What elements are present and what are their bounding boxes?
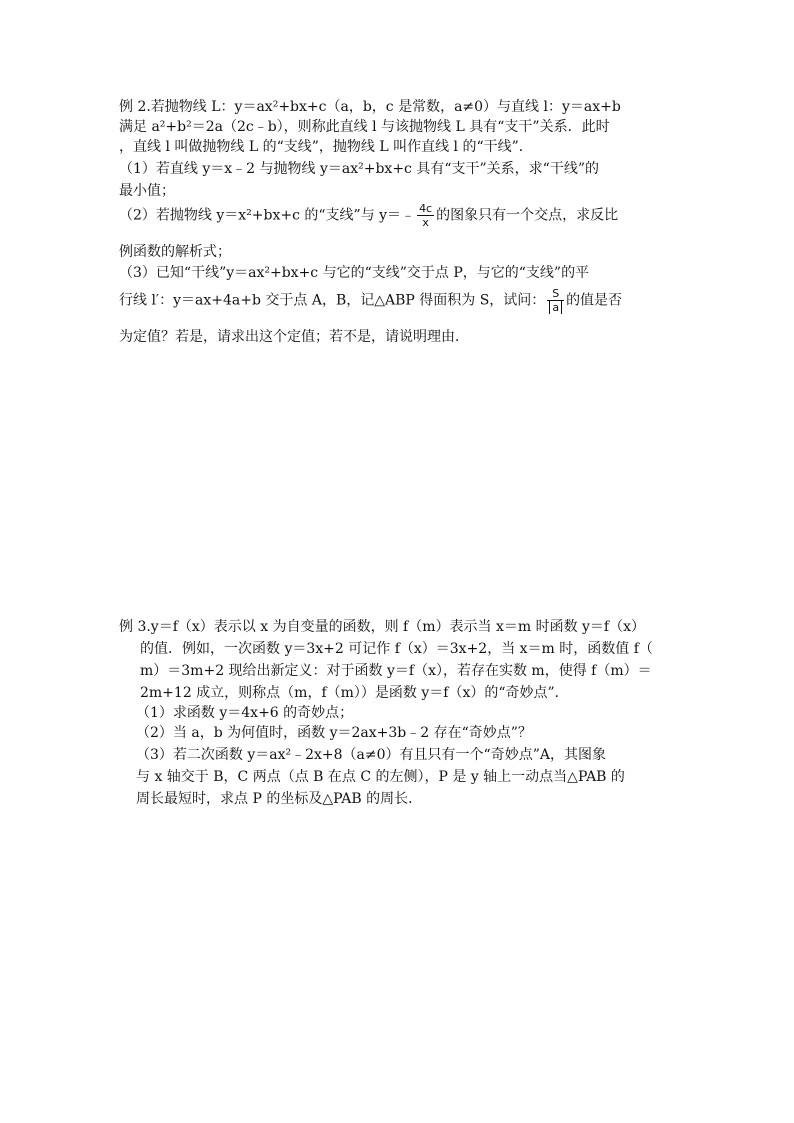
example2-line3: ，直线 l 叫做抛物线 L 的“支线”，抛物线 L 叫作直线 l 的“干线”．	[119, 139, 533, 155]
example2-line8: （3）已知“干线”y＝ax²+bx+c 与它的“支线”交于点 P，与它的“支线”的平	[119, 265, 590, 281]
example3-line9: 周长最短时，求点 P 的坐标及△PAB 的周长．	[136, 791, 423, 807]
absolute-value-a: a	[549, 301, 562, 314]
example2-line9-before: 行线 l′：y＝ax+4a+b 交于点 A，B，记△ABP 得面积为 S，试问：	[119, 292, 546, 309]
fraction-4c-over-x	[417, 203, 434, 228]
example2-line6	[119, 203, 618, 228]
example2-line5: 最小值；	[119, 183, 175, 199]
example3-line3: m）＝3m+2 现给出新定义：对于函数 y＝f（x），若存在实数 m，使得 f（m）＝	[140, 663, 652, 679]
fraction-denominator	[547, 301, 564, 313]
example2-line6-after: 的图象只有一个交点，求反比	[436, 207, 619, 224]
example2-line1: 例 2.若抛物线 L：y＝ax²+bx+c（a，b，c 是常数，a≠0）与直线 l：y＝ax+b	[119, 99, 621, 115]
example2-line2: 满足 a²+b²＝2a（2c﹣b），则称此直线 l 与该抛物线 L 具有“支干”关系．此时	[119, 119, 610, 135]
example3-line6: （2）当 a，b 为何值时，函数 y＝2ax+3b﹣2 存在“奇妙点”？	[136, 725, 532, 741]
example3-line4: 2m+12 成立，则称点（m，f（m））是函数 y＝f（x）的“奇妙点”．	[140, 685, 569, 701]
example2-line6-before: （2）若抛物线 y＝x²+bx+c 的“支线”与 y＝﹣	[119, 207, 416, 224]
example2-line10: 为定值？若是，请求出这个定值；若不是，请说明理由．	[119, 329, 469, 345]
example3-line2: 的值．例如，一次函数 y＝3x+2 可记作 f（x）＝3x+2，当 x＝m 时，函数值 f（	[140, 641, 653, 657]
fraction-numerator: 4c	[419, 202, 433, 215]
example2-line4: （1）若直线 y＝x﹣2 与抛物线 y＝ax²+bx+c 具有“支干”关系，求“干线”的	[119, 161, 599, 177]
example3-line1: 例 3.y＝f（x）表示以 x 为自变量的函数，则 f（m）表示当 x＝m 时函数 y＝f（x）	[119, 619, 646, 635]
example2-line7: 例函数的解析式；	[119, 244, 231, 260]
example2-line9-after: 的值是否	[566, 292, 623, 309]
example2-line9	[119, 288, 622, 313]
example3-line7: （3）若二次函数 y＝ax²﹣2x+8（a≠0）有且只有一个“奇妙点”A，其图象	[136, 747, 606, 763]
fraction-denominator: x	[422, 216, 429, 229]
fraction-numerator: S	[547, 288, 564, 301]
example3-line5: （1）求函数 y＝4x+6 的奇妙点；	[136, 705, 354, 721]
example3-line8: 与 x 轴交于 B，C 两点（点 B 在点 C 的左侧），P 是 y 轴上一动点当△PAB 的	[136, 769, 625, 785]
fraction-s-over-abs-a	[547, 288, 564, 313]
